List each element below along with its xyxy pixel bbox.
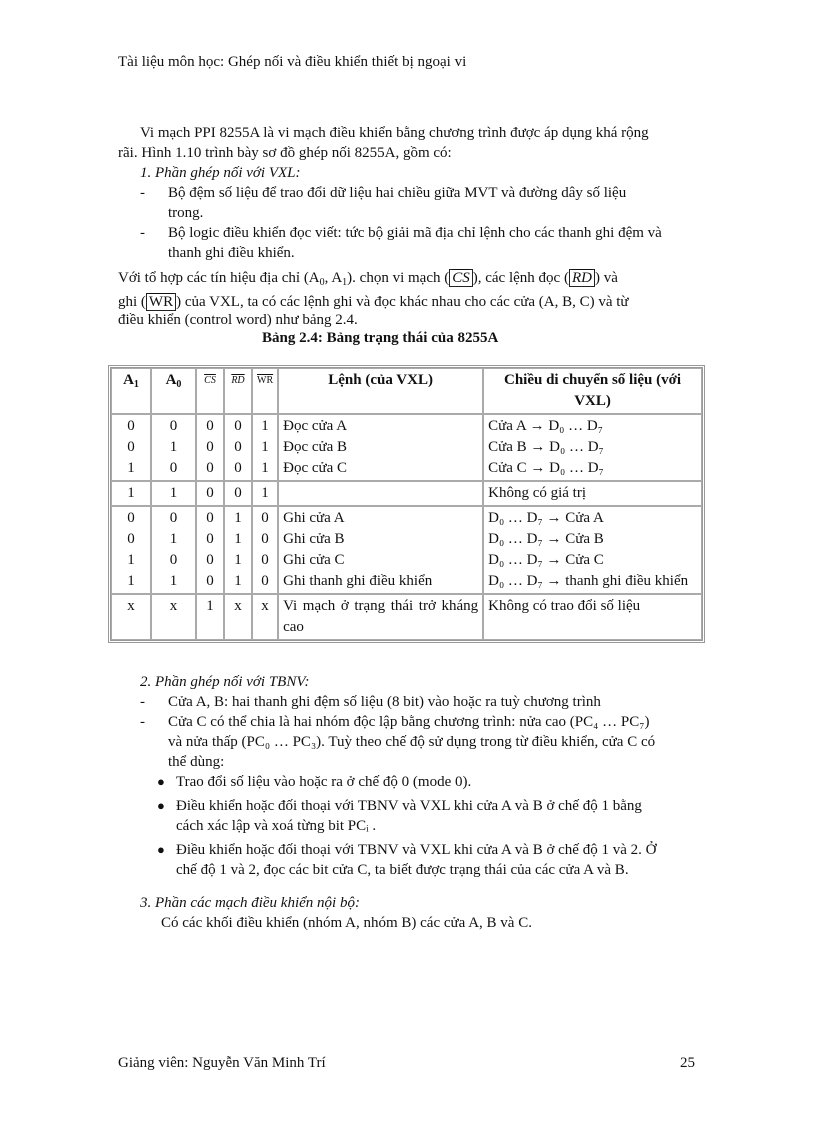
page-number: 25 <box>680 1055 695 1071</box>
s1-item-1-line-2: trong. <box>168 205 204 221</box>
s2-bullet-2-line-1: Điều khiển hoặc đối thoại với TBNV và VXL khi cửa A và B ở chế độ 1 bằng <box>176 798 642 814</box>
header-rd: $\overline{RD}$ <box>224 368 252 414</box>
cell-cs: 0 0 0 0 <box>196 506 224 594</box>
state-table <box>108 365 705 643</box>
dash-bullet: - <box>140 694 145 710</box>
cell-a0: 0 1 0 <box>151 414 196 481</box>
header-a1: $A_1$ <box>111 368 151 414</box>
s2-dash-2-line-1: Cửa C có thể chia là hai nhóm độc lập bằng chương trình: nửa cao (PC₄ … PC₇) <box>168 714 650 730</box>
cell-cs: 0 <box>196 481 224 506</box>
cell-a0: 0 1 0 1 <box>151 506 196 594</box>
dash-bullet: - <box>140 225 145 241</box>
combo-line-3: điều khiển (control word) như bảng 2.4. <box>118 312 358 328</box>
section-3-text: Có các khối điều khiển (nhóm A, nhóm B) các cửa A, B và C. <box>161 915 532 931</box>
s2-dash-2-line-3: thể dùng: <box>168 754 225 770</box>
page-header: Tài liệu môn học: Ghép nối và điều khiển thiết bị ngoại vi <box>118 54 467 70</box>
cell-wr: x <box>252 594 278 640</box>
intro-line-1: Vi mạch PPI 8255A là vi mạch điều khiển bằng chương trình được áp dụng khá rộng <box>140 125 649 141</box>
cell-wr: 0 0 0 0 <box>252 506 278 594</box>
cell-rd: x <box>224 594 252 640</box>
table-row <box>111 414 702 481</box>
header-a0: $A_0$ <box>151 368 196 414</box>
s1-item-2-line-1: Bộ logic điều khiển đọc viết: tức bộ giải mã địa chỉ lệnh cho các thanh ghi đệm và <box>168 225 662 241</box>
cell-cs: 0 0 0 <box>196 414 224 481</box>
s1-item-2-line-2: thanh ghi điều khiển. <box>168 245 295 261</box>
header-wr: $\overline{WR}$ <box>252 368 278 414</box>
cell-wr: 1 <box>252 481 278 506</box>
section-1-title: 1. Phần ghép nối với VXL: <box>140 165 301 181</box>
cell-rd: 1 1 1 1 <box>224 506 252 594</box>
cell-direction: D₀ … D₇ → Cửa A D₀ … D₇ → Cửa B D₀ … D₇ → Cửa C D₀ … D₇ → thanh ghi điều khiển <box>483 506 702 594</box>
section-2-title: 2. Phần ghép nối với TBNV: <box>140 674 310 690</box>
table-row <box>111 481 702 506</box>
dash-bullet: - <box>140 714 145 730</box>
cell-command: Ghi cửa A Ghi cửa B Ghi cửa C Ghi thanh ghi điều khiển <box>278 506 483 594</box>
cell-rd: 0 <box>224 481 252 506</box>
table-row <box>111 506 702 594</box>
cell-rd: 0 0 0 <box>224 414 252 481</box>
cell-wr: 1 1 1 <box>252 414 278 481</box>
s2-bullet-1: Trao đổi số liệu vào hoặc ra ở chế độ 0 (mode 0). <box>176 774 472 790</box>
combo-line-1: Với tổ hợp các tín hiệu địa chỉ ($A_0$, $A_1$). chọn vi mạch ( $\overline{CS}$ ), các lệnh đọc ( $\overline{RD}$ ) và <box>118 270 618 288</box>
bullet-dot-icon: ● <box>157 842 165 857</box>
intro-line-2: rãi. Hình 1.10 trình bày sơ đồ ghép nối 8255A, gồm có: <box>118 145 452 161</box>
cs-signal: $\overline{CS}$ <box>449 269 473 287</box>
rd-signal: $\overline{RD}$ <box>569 269 595 287</box>
dash-bullet: - <box>140 185 145 201</box>
table-row <box>111 594 702 640</box>
header-direction: Chiều di chuyển số liệu (với VXL) <box>483 368 702 414</box>
header-command: Lệnh (của VXL) <box>278 368 483 414</box>
cell-a0: x <box>151 594 196 640</box>
combo-line-2: ghi ( $\overline{WR}$ ) của VXL, ta có các lệnh ghi và đọc khác nhau cho các cửa (A, B, C) và từ <box>118 294 629 310</box>
s1-item-1-line-1: Bộ đệm số liệu để trao đổi dữ liệu hai chiều giữa MVT và đường dây số liệu <box>168 185 627 201</box>
bullet-dot-icon: ● <box>157 798 165 813</box>
cell-direction: Không có giá trị <box>483 481 702 506</box>
wr-signal: $\overline{WR}$ <box>146 293 176 311</box>
cell-cs: 1 <box>196 594 224 640</box>
header-cs: $\overline{CS}$ <box>196 368 224 414</box>
cell-direction: Cửa A → D₀ … D₇ Cửa B → D₀ … D₇ Cửa C → D₀ … D₇ <box>483 414 702 481</box>
s2-bullet-3-line-1: Điều khiển hoặc đối thoại với TBNV và VXL khi cửa A và B ở chế độ 1 và 2. Ở <box>176 842 657 858</box>
bullet-dot-icon: ● <box>157 774 165 789</box>
cell-a1: 0 0 1 <box>111 414 151 481</box>
s2-bullet-2-line-2: cách xác lập và xoá từng bit PCᵢ . <box>176 818 377 834</box>
cell-a1: x <box>111 594 151 640</box>
cell-a1: 1 <box>111 481 151 506</box>
cell-command: Đọc cửa A Đọc cửa B Đọc cửa C <box>278 414 483 481</box>
cell-command <box>278 481 483 506</box>
section-3-title: 3. Phần các mạch điều khiển nội bộ: <box>140 895 360 911</box>
cell-command: Vi mạch ở trạng thái trở kháng cao <box>278 594 483 640</box>
cell-a0: 1 <box>151 481 196 506</box>
cell-direction: Không có trao đổi số liệu <box>483 594 702 640</box>
footer-lecturer: Giảng viên: Nguyễn Văn Minh Trí <box>118 1055 326 1071</box>
s2-dash-2-line-2: và nửa thấp (PC₀ … PC₃). Tuỳ theo chế độ sử dụng trong từ điều khiển, cửa C có <box>168 734 656 750</box>
table-header-row <box>111 368 702 414</box>
table-caption: Bảng 2.4: Bảng trạng thái của 8255A <box>262 330 499 346</box>
cell-a1: 0 0 1 1 <box>111 506 151 594</box>
s2-bullet-3-line-2: chế độ 1 và 2, đọc các bit cửa C, ta biết được trạng thái của các cửa A và B. <box>176 862 629 878</box>
s2-dash-1: Cửa A, B: hai thanh ghi đệm số liệu (8 bit) vào hoặc ra tuỳ chương trình <box>168 694 601 710</box>
